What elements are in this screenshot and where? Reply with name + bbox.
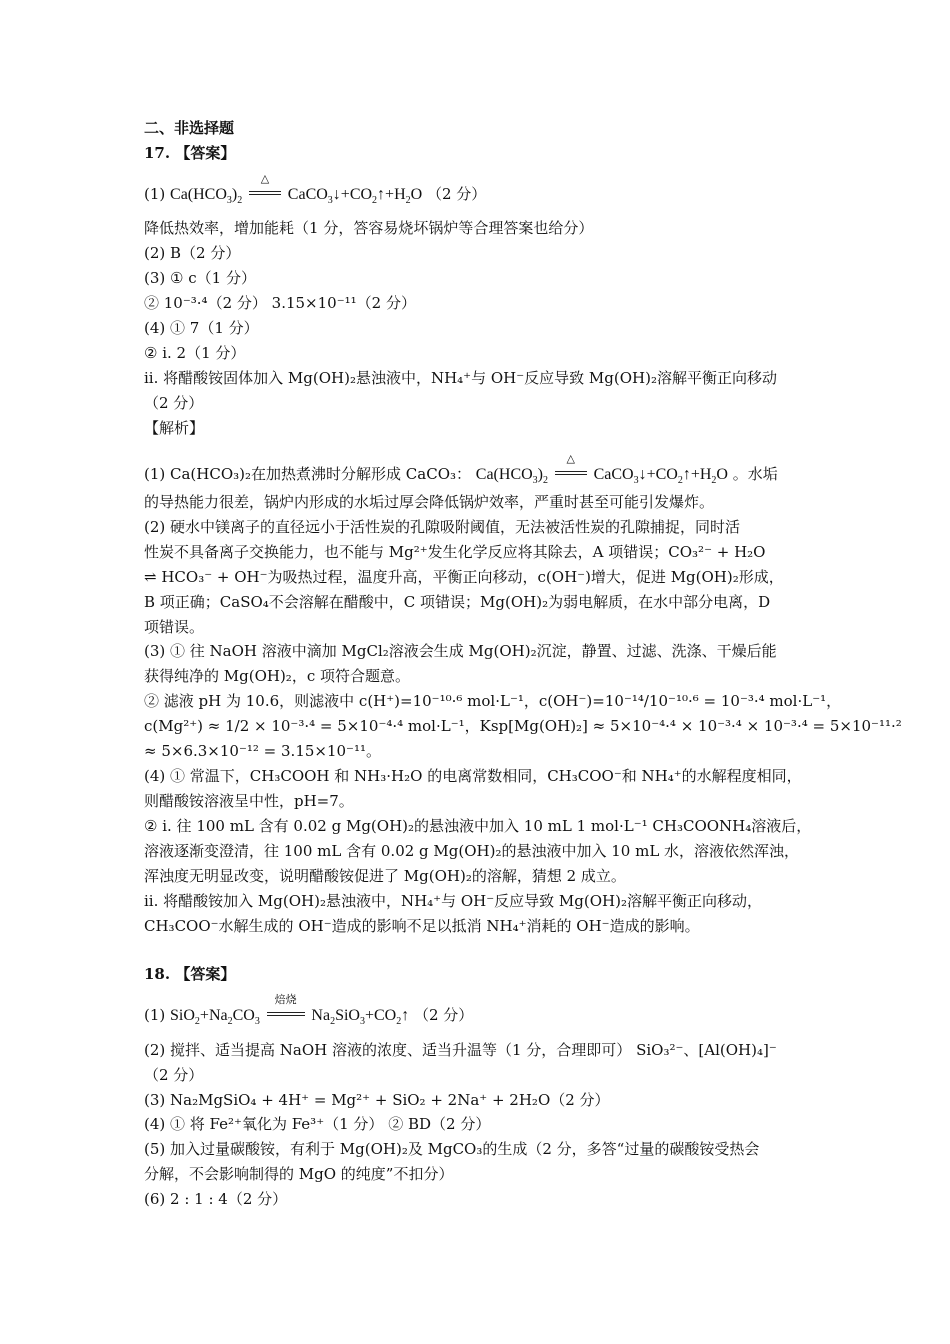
analysis-eq-lhs: $Ca(HCO_3)_2$ <box>475 466 548 487</box>
q18-line: （2 分） <box>144 1066 204 1084</box>
heat-symbol: △ <box>566 452 576 465</box>
q17-line: ② 10⁻³·⁴（2 分） 3.15×10⁻¹¹（2 分） <box>144 294 416 312</box>
q18-eq-prefix: (1) <box>144 1006 171 1024</box>
q17-eq-lhs: $Ca(HCO_3)_2$ <box>170 186 243 207</box>
q18-equation-line <box>144 993 474 1028</box>
analysis-line: ii. 将醋酸铵加入 Mg(OH)₂悬浊液中，NH₄⁺与 OH⁻反应导致 Mg(OH)₂溶解平衡正向移动， <box>144 892 762 910</box>
heat-symbol: △ <box>260 172 270 185</box>
analysis-line: ② 滤液 pH 为 10.6，则滤液中 c(H⁺)=10⁻¹⁰·⁶ mol·L⁻¹，c(OH⁻)=10⁻¹⁴/10⁻¹⁰·⁶ = 10⁻³·⁴ mol·L⁻¹， <box>144 692 842 710</box>
analysis-line: 溶液逐渐变澄清，往 100 mL 含有 0.02 g Mg(OH)₂的悬浊液中加入 10 mL 水，溶液依然浑浊， <box>144 842 800 860</box>
q18-line: 分解，不会影响制得的 MgO 的纯度”不扣分） <box>144 1165 454 1183</box>
q18-line: (2) 搅拌、适当提高 NaOH 溶液的浓度、适当升温等（1 分，合理即可） SiO₃²⁻、[Al(OH)₄]⁻ <box>144 1041 777 1059</box>
analysis-line: c(Mg²⁺) ≈ 1/2 × 10⁻³·⁴ = 5×10⁻⁴·⁴ mol·L⁻¹，Ksp[Mg(OH)₂] ≈ 5×10⁻⁴·⁴ × 10⁻³·⁴ × 10⁻³·⁴ = 5×10⁻¹¹·² <box>144 717 902 735</box>
analysis-line: (4) ① 常温下，CH₃COOH 和 NH₃·H₂O 的电离常数相同，CH₃COO⁻和 NH₄⁺的水解程度相同， <box>144 767 802 785</box>
roasting-label: 焙烧 <box>274 993 297 1006</box>
analysis-line: 浑浊度无明显改变，说明醋酸铵促进了 Mg(OH)₂的溶解，猜想 2 成立。 <box>144 867 626 885</box>
q18-eq-rhs: $Na_2SiO_3+CO_2↑$ <box>311 1007 410 1028</box>
q17-heading: 17. 【答案】 <box>144 144 236 162</box>
q17-line: （2 分） <box>144 394 204 412</box>
q18-line: (3) Na₂MgSiO₄ + 4H⁺ = Mg²⁺ + SiO₂ + 2Na⁺ + 2H₂O（2 分） <box>144 1091 610 1109</box>
analysis-line: B 项正确；CaSO₄不会溶解在醋酸中，C 项错误；Mg(OH)₂为弱电解质，在水中部分电离，D <box>144 593 771 611</box>
analysis-prefix: (1) Ca(HCO₃)₂在加热煮沸时分解形成 CaCO₃： <box>144 465 471 483</box>
analysis-line: 则醋酸铵溶液呈中性，pH=7。 <box>144 792 354 810</box>
analysis-eq-rhs: $CaCO_3↓+CO_2↑+H_2O$ <box>593 466 728 487</box>
q17-line: (3) ① c（1 分） <box>144 269 256 287</box>
analysis-suffix: 。水垢 <box>732 465 778 483</box>
analysis-line-with-equation <box>144 452 778 487</box>
q18-eq-lhs: $SiO_2+Na_2CO_3$ <box>170 1007 260 1028</box>
analysis-line: ⇌ HCO₃⁻ + OH⁻为吸热过程，温度升高，平衡正向移动，c(OH⁻)增大，促进 Mg(OH)₂形成， <box>144 568 784 586</box>
q17-line: (2) B（2 分） <box>144 244 241 262</box>
heat-condition-double-line <box>554 452 588 481</box>
q18-line: (5) 加入过量碳酸铵，有利于 Mg(OH)₂及 MgCO₃的生成（2 分，多答“过量的碳酸铵受热会 <box>144 1140 760 1158</box>
analysis-line: CH₃COO⁻水解生成的 OH⁻造成的影响不足以抵消 NH₄⁺消耗的 OH⁻造成的影响。 <box>144 917 700 935</box>
analysis-heading: 【解析】 <box>144 419 205 437</box>
q17-eq-prefix: (1) <box>144 185 171 203</box>
q17-eq-score: （2 分） <box>426 185 487 203</box>
analysis-line: 的导热能力很差，锅炉内形成的水垢过厚会降低锅炉效率，严重时甚至可能引发爆炸。 <box>144 493 715 511</box>
q18-heading: 18. 【答案】 <box>144 965 236 983</box>
q17-line: (4) ① 7（1 分） <box>144 319 259 337</box>
q18-line: (6) 2 : 1 : 4（2 分） <box>144 1190 288 1208</box>
q17-eq-rhs: $CaCO_3↓+CO_2↑+H_2O$ <box>287 186 423 207</box>
roasting-condition-double-line <box>266 993 306 1022</box>
analysis-line: 获得纯净的 Mg(OH)₂，c 项符合题意。 <box>144 667 410 685</box>
q17-line: ii. 将醋酸铵固体加入 Mg(OH)₂悬浊液中，NH₄⁺与 OH⁻反应导致 Mg(OH)₂溶解平衡正向移动 <box>144 369 777 387</box>
q17-line: ② i. 2（1 分） <box>144 344 246 362</box>
analysis-line: (3) ① 往 NaOH 溶液中滴加 MgCl₂溶液会生成 Mg(OH)₂沉淀，静置、过滤、洗涤、干燥后能 <box>144 642 777 660</box>
analysis-line: (2) 硬水中镁离子的直径远小于活性炭的孔隙吸附阈值，无法被活性炭的孔隙捕捉，同时活 <box>144 518 741 536</box>
heat-condition-double-line <box>248 172 282 201</box>
analysis-line: 项错误。 <box>144 618 205 636</box>
q17-equation-line <box>144 172 487 207</box>
analysis-line: ② i. 往 100 mL 含有 0.02 g Mg(OH)₂的悬浊液中加入 10 mL 1 mol·L⁻¹ CH₃COONH₄溶液后， <box>144 817 812 835</box>
q18-line: (4) ① 将 Fe²⁺氧化为 Fe³⁺（1 分） ② BD（2 分） <box>144 1115 491 1133</box>
analysis-line: 性炭不具备离子交换能力，也不能与 Mg²⁺发生化学反应将其除去，A 项错误；CO₃²⁻ + H₂O <box>144 543 766 561</box>
q17-line: 降低热效率，增加能耗（1 分，答容易烧坏锅炉等合理答案也给分） <box>144 219 594 237</box>
analysis-line: ≈ 5×6.3×10⁻¹² = 3.15×10⁻¹¹。 <box>144 742 382 760</box>
section-title: 二、非选择题 <box>144 119 235 137</box>
q18-eq-score: （2 分） <box>414 1006 474 1024</box>
